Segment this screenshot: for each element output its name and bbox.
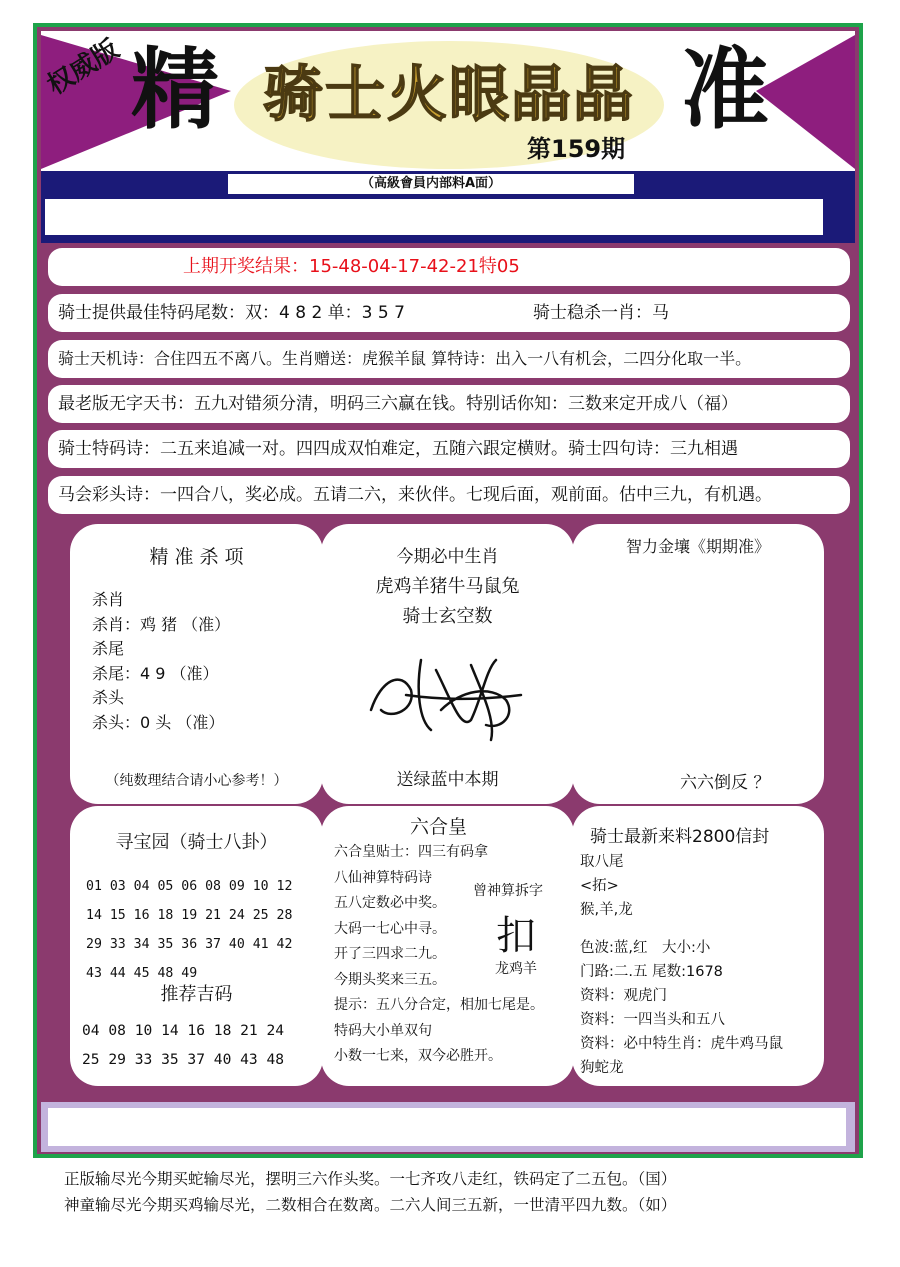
latest-line: 猴,羊,龙 [580, 902, 633, 918]
treasure-panel [70, 806, 323, 1086]
issue-number: 第159期 [527, 135, 626, 163]
wisdom-panel [572, 524, 824, 804]
latest-line [580, 922, 783, 936]
lucky-row: 04 08 10 14 16 18 21 24 [82, 1022, 285, 1039]
liuhe-title: 六合皇 [409, 816, 467, 838]
bottom-bar-inner [48, 1108, 846, 1146]
blank-bar [45, 199, 823, 235]
zodiac-line-3: 骑士玄空数 [402, 606, 493, 627]
latest-panel [572, 806, 824, 1086]
info-row-1 [48, 294, 850, 332]
edition-badge: 权威版 [42, 34, 125, 102]
tail-numbers: 骑士提供最佳特码尾数：双：4 8 2 单：3 5 7 [58, 303, 405, 323]
latest-line: 狗蛇龙 [580, 1060, 624, 1076]
poem-text: 骑士天机诗：合住四五不离八。生肖赠送：虎猴羊鼠 算特诗：出入一八有机会，二四分化取一半。 [58, 349, 752, 368]
kill-line: 杀头 [92, 688, 125, 707]
info-row-4 [48, 430, 850, 468]
liuhe-line: 六合皇贴士：四三有码拿 [334, 844, 488, 860]
kill-zodiac: 骑士稳杀一肖：马 [533, 303, 669, 323]
liuhe-side-sub: 龙鸡羊 [495, 961, 537, 977]
liuhe-panel [321, 806, 574, 1086]
number-row: 01 03 04 05 06 08 09 10 12 [86, 879, 293, 894]
liuhe-line: 小数一七来，双今必胜开。 [334, 1048, 502, 1064]
lucky-title: 推荐吉码 [160, 984, 233, 1005]
number-row: 14 15 16 18 19 21 24 25 28 [86, 908, 293, 923]
header [41, 31, 855, 171]
wisdom-footer: 六六倒反 ？ [680, 773, 771, 793]
latest-lines [580, 850, 783, 1080]
latest-line: 资料：一四当头和五八 [580, 1012, 725, 1028]
latest-line: 资料：必中特生肖：虎牛鸡马鼠 [580, 1036, 783, 1052]
zodiac-panel [321, 524, 574, 804]
kill-line: 杀肖：鸡 猪 （准） [92, 614, 231, 634]
kill-line: 杀尾 [92, 639, 125, 658]
kill-title: 精 准 杀 项 [149, 546, 244, 568]
liuhe-side-char: 扣 [496, 913, 536, 959]
footer-line: 神童输尽光今期买鸡输尽光，二数相合在数离。二六人间三五新，一世清平四九数。（如） [64, 1196, 677, 1214]
latest-line: 色波:蓝,红 大小:小 [580, 940, 711, 956]
main-title: 骑士火眼晶晶 [263, 60, 635, 130]
info-row-2 [48, 340, 850, 378]
result-row [48, 248, 850, 286]
liuhe-line: 提示：五八分合定，相加七尾是。 [334, 997, 544, 1013]
subtitle-bar [228, 174, 634, 194]
signature-scribble [321, 640, 574, 760]
treasure-numbers [86, 872, 292, 988]
info-row-3 [48, 385, 850, 423]
footer-text [64, 1166, 676, 1218]
zodiac-line-1: 今期必中生肖 [396, 547, 499, 567]
liuhe-line: 特码大小单双句 [334, 1022, 432, 1039]
info-row-5 [48, 476, 850, 514]
number-row: 29 33 34 35 36 37 40 41 42 [86, 937, 293, 952]
liuhe-line: 开了三四求二九。 [334, 946, 446, 962]
footer-line: 正版输尽光今期买蛇输尽光，摆明三六作头奖。一七齐攻八走红，铁码定了二五包。（国） [64, 1170, 677, 1188]
zodiac-footer: 送绿蓝中本期 [396, 770, 499, 790]
latest-title: 骑士最新来料2800信封 [590, 827, 770, 847]
latest-line: 取八尾 [580, 854, 624, 870]
treasure-title: 寻宝园（骑士八卦） [115, 832, 278, 853]
special-poem-text: 骑士特码诗：二五来追减一对。四四成双怕难定，五随六跟定横财。骑士四句诗：三九相遇 [58, 439, 738, 459]
kill-line: 杀肖 [92, 590, 125, 609]
latest-line: 资料：观虎门 [580, 988, 667, 1004]
number-row: 43 44 45 48 49 [86, 966, 198, 981]
liuhe-line: 大码一七心中寻。 [334, 920, 446, 937]
liuhe-side-title: 曾神算拆字 [473, 883, 543, 899]
horse-poem-text: 马会彩头诗：一四合八，奖必成。五请二六，来伙伴。七现后面，观前面。估中三九，有机遇。 [58, 485, 772, 505]
kill-line: 杀头：0 头 （准） [92, 712, 225, 732]
liuhe-line: 今期头奖来三五。 [334, 971, 446, 988]
kill-lines [92, 588, 230, 735]
right-big-char: 准 [681, 37, 770, 141]
latest-line: <拓> [580, 878, 619, 894]
kill-note: （纯数理结合请小心参考！） [105, 773, 288, 789]
left-big-char: 精 [131, 37, 220, 141]
kill-line: 杀尾：4 9 （准） [92, 663, 219, 683]
book-text: 最老版无字天书：五九对错须分清，明码三六赢在钱。特别话你知：三数来定开成八（福） [58, 394, 738, 414]
lucky-numbers [82, 1016, 284, 1074]
lucky-row: 25 29 33 35 37 40 43 48 [82, 1051, 285, 1068]
liuhe-line: 五八定数必中奖。 [334, 895, 446, 911]
right-triangle [756, 35, 855, 169]
result-text: 上期开奖结果：15-48-04-17-42-21特05 [183, 256, 520, 277]
wisdom-title: 智力金壤《期期准》 [625, 537, 770, 556]
subtitle-text: （高級會員内部料A面） [360, 176, 502, 191]
latest-line: 门路:二.五 尾数:1678 [580, 964, 723, 980]
kill-panel [70, 524, 323, 804]
zodiac-line-2: 虎鸡羊猪牛马鼠兔 [375, 576, 520, 597]
liuhe-line: 八仙神算特码诗 [334, 869, 432, 886]
